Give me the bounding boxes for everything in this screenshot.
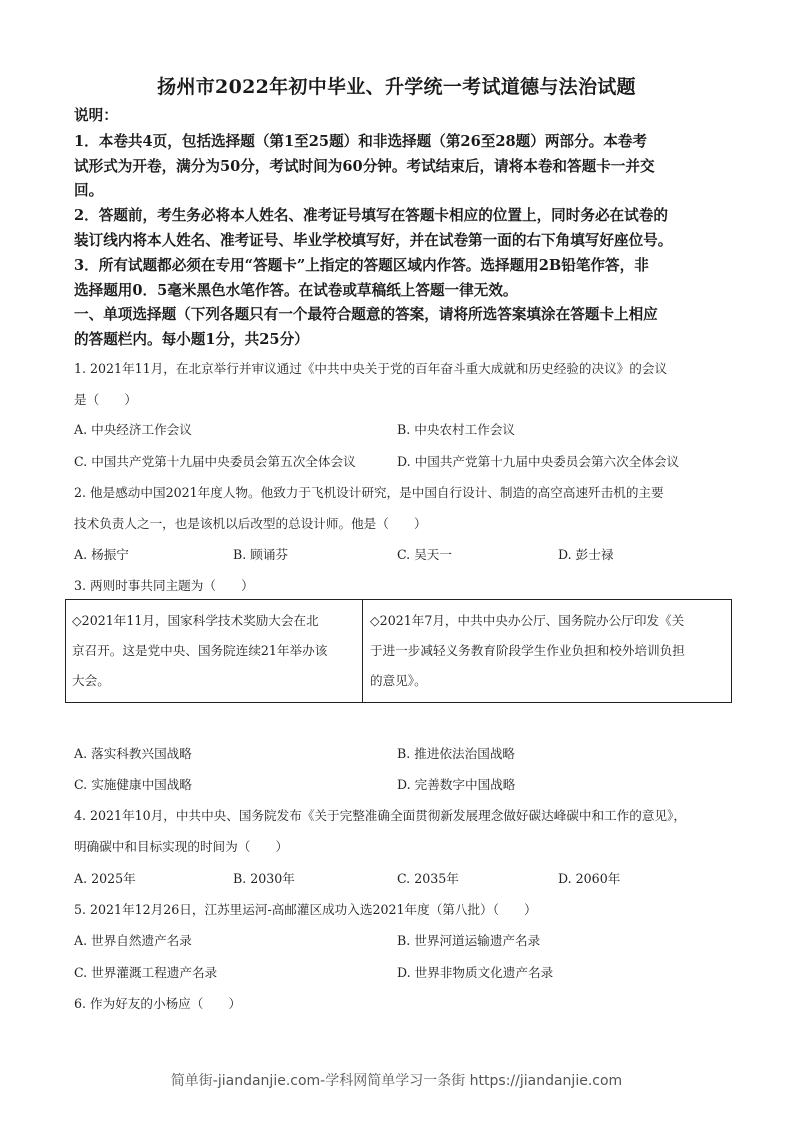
question-2-option-b: B. 顾诵芬	[233, 547, 289, 562]
instruction-line: 装订线内将本人姓名、准考证号、毕业学校填写好，并在试卷第一面的右下角填写好座位号。	[74, 232, 673, 249]
question-4-text: 明确碳中和目标实现的时间为（ ）	[74, 839, 289, 854]
question-2-text: 技术负责人之一，也是该机以后改型的总设计师。他是（ ）	[74, 516, 427, 531]
news-item-left	[72, 606, 357, 696]
question-4-option-b: B. 2030年	[233, 871, 295, 886]
question-6-text: 6. 作为好友的小杨应（ ）	[74, 996, 242, 1011]
question-5-option-c: C. 世界灌溉工程遗产名录	[74, 965, 218, 980]
question-4-option-c: C. 2035年	[397, 871, 459, 886]
question-1-option-a: A. 中央经济工作会议	[74, 422, 192, 437]
question-5-text: 5. 2021年12月26日，江苏里运河-高邮灌区成功入选2021年度（第八批）（ ）	[74, 902, 537, 917]
instruction-line: 1．本卷共4页，包括选择题（第1至25题）和非选择题（第26至28题）两部分。本卷考	[74, 133, 647, 150]
news-line: ◇2021年11月，国家科学技术奖励大会在北	[72, 613, 319, 628]
instruction-line: 回。	[74, 182, 104, 199]
question-1-text: 是（ ）	[74, 392, 137, 407]
question-5-option-b: B. 世界河道运输遗产名录	[397, 933, 541, 948]
question-5-option-a: A. 世界自然遗产名录	[74, 933, 192, 948]
question-3-option-b: B. 推进依法治国战略	[397, 746, 516, 761]
instruction-line: 3．所有试题都必须在专用“答题卡”上指定的答题区域内作答。选择题用2B铅笔作答，非	[74, 257, 649, 274]
question-3-text: 3. 两则时事共同主题为（ ）	[74, 578, 254, 593]
news-line: 京召开。这是党中央、国务院连续21年举办该	[72, 643, 328, 658]
news-line: 于进一步减轻义务教育阶段学生作业负担和校外培训负担	[370, 643, 685, 658]
footer-watermark: 简单街-jiandanjie.com-学科网简单学习一条街 https://jiandanjie.com	[170, 1073, 623, 1089]
question-3-option-c: C. 实施健康中国战略	[74, 777, 192, 792]
question-3-option-a: A. 落实科教兴国战略	[74, 746, 192, 761]
question-2-option-c: C. 吴天一	[397, 547, 452, 562]
instruction-line: 试形式为开卷，满分为50分，考试时间为60分钟。考试结束后，请将本卷和答题卡一并交	[74, 158, 655, 175]
page-title: 扬州市2022年初中毕业、升学统一考试道德与法治试题	[157, 76, 636, 98]
question-2-option-d: D. 彭士禄	[558, 547, 614, 562]
question-2-text: 2. 他是感动中国2021年度人物。他致力于飞机设计研究，是中国自行设计、制造的高空高速歼击机的主要	[74, 485, 664, 500]
news-line: 的意见》。	[370, 673, 427, 688]
instructions-heading: 说明：	[74, 107, 118, 124]
news-line: 大会。	[72, 673, 110, 688]
news-item-right	[370, 606, 725, 696]
section-heading: 一、单项选择题（下列各题只有一个最符合题意的答案，请将所选答案填涂在答题卡上相应	[74, 306, 658, 323]
question-4-option-d: D. 2060年	[558, 871, 621, 886]
question-1-option-b: B. 中央农村工作会议	[397, 422, 516, 437]
question-4-option-a: A. 2025年	[74, 871, 136, 886]
question-5-option-d: D. 世界非物质文化遗产名录	[397, 965, 554, 980]
news-table	[65, 599, 732, 703]
section-heading: 的答题栏内。每小题1分，共25分）	[74, 331, 309, 348]
question-1-option-c: C. 中国共产党第十九届中央委员会第五次全体会议	[74, 454, 356, 469]
question-1-text: 1. 2021年11月，在北京举行并审议通过《中共中央关于党的百年奋斗重大成就和历史经验的决议》的会议	[74, 361, 668, 376]
question-4-text: 4. 2021年10月，中共中央、国务院发布《关于完整准确全面贯彻新发展理念做好碳达峰碳中和工作的意见》，	[74, 808, 686, 823]
question-2-option-a: A. 杨振宁	[74, 547, 129, 562]
question-1-option-d: D. 中国共产党第十九届中央委员会第六次全体会议	[397, 454, 680, 469]
instruction-line: 选择题用0．5毫米黑色水笔作答。在试卷或草稿纸上答题一律无效。	[74, 282, 518, 299]
table-divider	[362, 600, 363, 702]
question-3-option-d: D. 完善数字中国战略	[397, 777, 516, 792]
news-line: ◇2021年7月，中共中央办公厅、国务院办公厅印发《关	[370, 613, 685, 628]
instruction-line: 2．答题前，考生务必将本人姓名、准考证号填写在答题卡相应的位置上，同时务必在试卷的	[74, 207, 668, 224]
